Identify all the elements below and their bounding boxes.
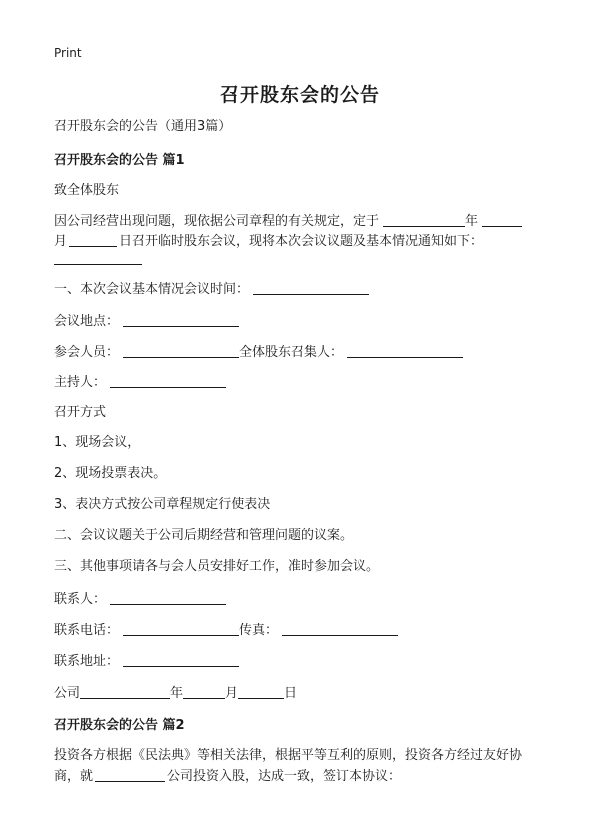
- intro-text-2: 日召开临时股东会议，现将本次会议议题及基本情况通知如下：: [119, 234, 484, 249]
- sign-day-label: 日: [284, 686, 298, 701]
- agenda-item-3: 三、其他事项请各与会人员安排好工作，准时参加会议。: [54, 559, 380, 574]
- sign-company-blank: [80, 684, 170, 699]
- part2-paragraph-line-2: [54, 767, 401, 786]
- date-month-blank: [482, 212, 522, 227]
- date-day-blank: [69, 232, 117, 247]
- meeting-place-label: 会议地点：: [54, 314, 120, 329]
- host-blank: [110, 373, 226, 388]
- notice-blank: [54, 250, 142, 265]
- meeting-time-blank: [253, 280, 369, 295]
- attendees-blank: [123, 343, 239, 358]
- attendees-line: [54, 343, 463, 362]
- contact-line: [54, 590, 226, 609]
- sign-month-blank: [183, 684, 225, 699]
- method-item-2: 2、现场投票表决。: [54, 466, 167, 481]
- intro-line-2: [54, 232, 483, 251]
- phone-blank: [123, 621, 239, 636]
- year-label: 年: [465, 214, 479, 229]
- fax-label: 传真：: [239, 623, 279, 638]
- contact-blank: [110, 590, 226, 605]
- page-title: 召开股东会的公告: [219, 84, 380, 106]
- part2-text-a: 商，就: [54, 769, 94, 784]
- address-line: [54, 652, 239, 671]
- intro-line-1: [54, 212, 522, 231]
- meeting-place-blank: [123, 312, 239, 327]
- method-item-1: 1、现场会议，: [54, 435, 141, 450]
- contact-label: 联系人：: [54, 592, 107, 607]
- address-blank: [123, 652, 239, 667]
- intro-text: 因公司经营出现问题，现依据公司章程的有关规定，定于: [54, 214, 380, 229]
- print-link[interactable]: Print: [54, 46, 82, 60]
- sign-month-label: 月: [225, 686, 239, 701]
- sign-year-label: 年: [170, 686, 184, 701]
- month-label: 月: [54, 234, 68, 249]
- attendees-label: 参会人员：: [54, 345, 120, 360]
- fax-blank: [282, 621, 398, 636]
- phone-fax-line: [54, 621, 398, 640]
- phone-label: 联系电话：: [54, 623, 120, 638]
- agenda-item-2: 二、会议议题关于公司后期经营和管理问题的议案。: [54, 528, 354, 543]
- signature-line: [54, 684, 297, 703]
- subtitle: 召开股东会的公告（通用3篇）: [54, 119, 232, 134]
- address-label: 联系地址：: [54, 654, 120, 669]
- section-heading-1: 召开股东会的公告 篇1: [54, 153, 185, 168]
- part2-text-b: 公司投资入股，达成一致，签订本协议：: [167, 769, 402, 784]
- company-name-blank: [95, 767, 165, 782]
- salutation: 致全体股东: [54, 183, 120, 198]
- section-heading-2: 召开股东会的公告 篇2: [54, 718, 185, 733]
- convener-label: 全体股东召集人：: [239, 345, 344, 360]
- sign-day-blank: [238, 684, 284, 699]
- method-title: 召开方式: [54, 405, 107, 420]
- part2-paragraph-line-1: 投资各方根据《民法典》等相关法律，根据平等互利的原则，投资各方经过友好协: [54, 748, 523, 763]
- host-label: 主持人：: [54, 375, 107, 390]
- meeting-place-line: [54, 312, 239, 331]
- sign-company-label: 公司: [54, 686, 81, 701]
- meeting-time-label: 一、本次会议基本情况会议时间：: [54, 282, 250, 297]
- date-year-blank: [383, 212, 465, 227]
- method-item-3: 3、表决方式按公司章程规定行使表决: [54, 497, 271, 512]
- meeting-time-line: [54, 280, 369, 299]
- convener-blank: [347, 343, 463, 358]
- intro-line-3: [54, 250, 142, 269]
- host-line: [54, 373, 226, 392]
